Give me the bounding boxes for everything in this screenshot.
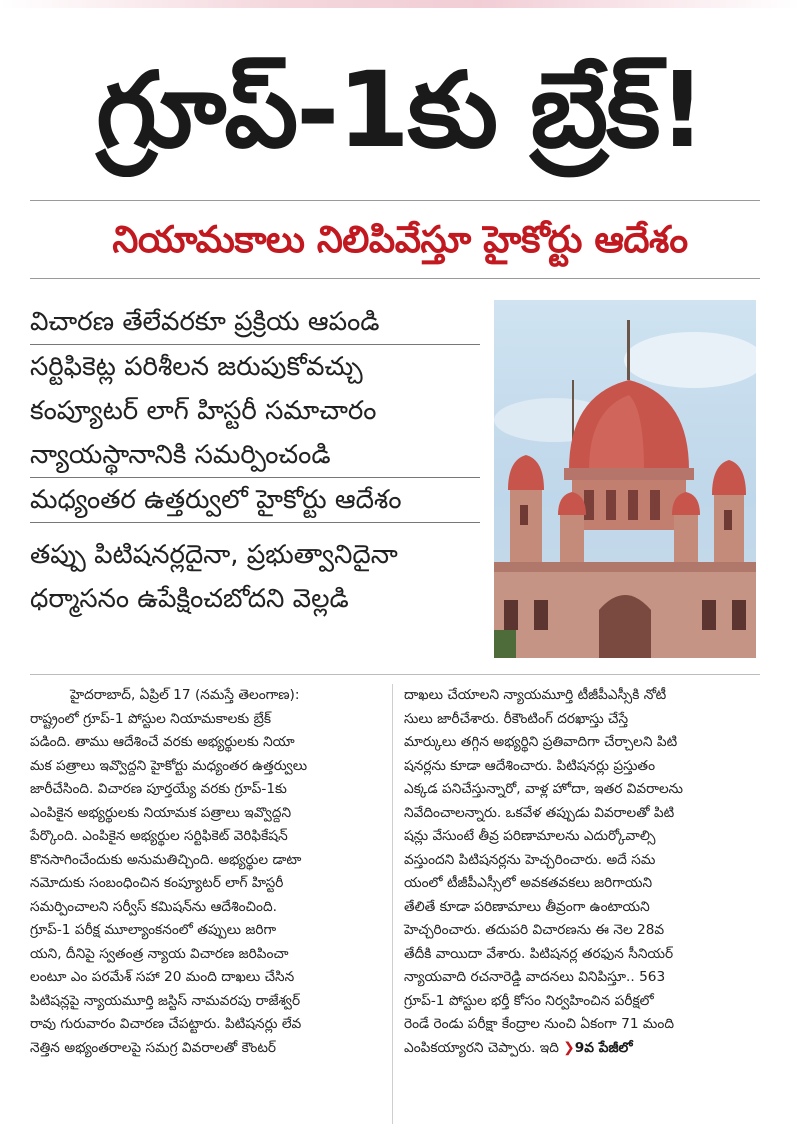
article-line: జారీచేసింది. విచారణ పూర్తయ్యే వరకు గ్రూప్-1కు	[30, 781, 287, 797]
article-line: పిటిషన్లపై న్యాయమూర్తి జస్టిస్ నామవరపు రాజేశ్వర్	[30, 992, 301, 1009]
article-line: తేదీకి వాయిదా వేశారు. పిటిషనర్ల తరఫున సీనియర్	[404, 945, 674, 962]
masthead-strip	[0, 0, 800, 8]
article-line: నివేదించాలన్నారు. ఒకవేళ తప్పుడు వివరాలతో పిటి	[404, 804, 675, 821]
highlight-line: ధర్మాసనం ఉపేక్షించబోదని వెల్లడి	[30, 584, 349, 614]
article-line: రాష్ట్రంలో గ్రూప్-1 పోస్టుల నియామకాలకు బ్రేక్	[30, 710, 272, 727]
article-line: నమోదుకు సంబంధించిన కంప్యూటర్ లాగ్ హిస్టరీ	[30, 875, 284, 891]
article-line: షనర్లను కూడా ఆదేశించారు. పిటిషనర్లు ప్రస్తుతం	[404, 757, 656, 774]
headline-rule	[30, 200, 760, 201]
article-line: వస్తుందని పిటిషనర్లను హెచ్చరించారు. అదే సమ	[404, 851, 656, 868]
highlight-line: తప్పు పిటిషనర్లదైనా, ప్రభుత్వానిదైనా	[30, 540, 398, 570]
article-line: రావు గురువారం విచారణ చేపట్టారు. పిటిషనర్లు లేవ	[30, 1016, 302, 1032]
headline: గ్రూప్-1కు బ్రేక్!	[96, 49, 704, 171]
article-line: ఎక్కడ పనిచేస్తున్నారో, వాళ్ల హోదా, ఇతర వివరాలను	[404, 781, 684, 797]
highlight-line: సర్టిఫికెట్ల పరిశీలన జరుపుకోవచ్చు	[30, 352, 363, 382]
article-line: లంటూ ఎం పరమేశ్ సహా 20 మంది దాఖలు చేసిన	[30, 969, 295, 985]
article-line: దాఖలు చేయాలని న్యాయమూర్తి టీజీపీఎస్సీకి నోటీ	[404, 687, 667, 703]
highlight-line: న్యాయస్థానానికి సమర్పించండి	[30, 433, 480, 478]
page-jump-link[interactable]: 9వ పేజీలో	[574, 1039, 633, 1056]
article-line: రెండే రెండు పరీక్షా కేంద్రాల నుంచి ఏకంగా 71 మంది	[404, 1016, 674, 1032]
article-line: సులు జారీచేశారు. రీకౌంటింగ్ దరఖాస్తు చేస్తే	[404, 710, 629, 727]
article-line: షన్లు వేసుంటే తీవ్ర పరిణామాలను ఎదుర్కోవాల్సి	[404, 828, 656, 844]
article-line: యని, దీనిపై స్వతంత్ర న్యాయ విచారణ జరిపించా	[30, 945, 289, 962]
article-line: నెత్తిన అభ్యంతరాలపై సమగ్ర వివరాలతో కౌంటర్	[30, 1039, 277, 1056]
highlight-points	[30, 300, 480, 621]
article-line: గ్రూప్-1 పోస్టుల భర్తీ కోసం నిర్వహించిన పరీక్షలో	[404, 992, 654, 1009]
article-line: మక పత్రాలు ఇవ్వొద్దని హైకోర్టు మధ్యంతర ఉత్తర్వులు	[30, 757, 308, 774]
article-line: యంలో టీజీపీఎస్సీలో అవకతవకలు జరిగాయని	[404, 875, 653, 891]
article-column-right	[404, 684, 760, 1060]
article-line: తేలితే కూడా పరిణామాలు తీవ్రంగా ఉంటాయని	[404, 898, 650, 915]
article-line: గ్రూప్-1 పరీక్ష మూల్యాంకనంలో తప్పులు జరిగా	[30, 922, 277, 938]
article-line: పేర్కొంది. ఎంపికైన అభ్యర్థుల సర్టిఫికెట్ వెరిఫికేషన్	[30, 828, 288, 844]
article-line: ఎంపికైన అభ్యర్థులకు నియామక పత్రాలు ఇవ్వొద్దని	[30, 804, 292, 821]
subheadline-rule	[30, 278, 760, 279]
highlight-line: మధ్యంతర ఉత్తర్వులో హైకోర్టు ఆదేశం	[30, 478, 480, 523]
article-line-with-jump	[404, 1037, 760, 1061]
high-court-dome-illustration	[494, 300, 756, 658]
article-line: సమర్పించాలని సర్వీస్ కమిషన్‌ను ఆదేశించింది.	[30, 898, 277, 915]
article-line: హెచ్చరించారు. తదుపరి విచారణను ఈ నెల 28వ	[404, 922, 665, 938]
body-divider	[30, 674, 760, 675]
subheadline: నియామకాలు నిలిపివేస్తూ హైకోర్టు ఆదేశం	[112, 218, 688, 261]
high-court-photo	[494, 300, 756, 658]
continued-arrow-icon: ❯	[563, 1039, 575, 1056]
highlight-line: కంప్యూటర్ లాగ్ హిస్టరీ సమాచారం	[30, 396, 377, 426]
article-line: పడింది. తాము ఆదేశించే వరకు అభ్యర్థులకు నియా	[30, 734, 295, 750]
column-separator	[392, 684, 393, 1124]
article-line: ఎంపికయ్యారని చెప్పారు. ఇది	[404, 1039, 559, 1056]
article-line: న్యాయవాది రచనారెడ్డి వాదనలు వినిపిస్తూ.. 563	[404, 969, 666, 985]
article-line: మార్కులు తగ్గిన అభ్యర్థిని ప్రతివాదిగా చేర్చాలని పిటి	[404, 734, 678, 750]
highlight-line: విచారణ తేలేవరకూ ప్రక్రియ ఆపండి	[30, 300, 480, 345]
article-line: కొనసాగించేందుకు అనుమతిచ్చింది. అభ్యర్థుల డాటా	[30, 851, 302, 868]
article-line: హైదరాబాద్, ఏప్రిల్ 17 (నమస్తే తెలంగాణ):	[70, 687, 300, 703]
article-column-left	[30, 684, 386, 1060]
